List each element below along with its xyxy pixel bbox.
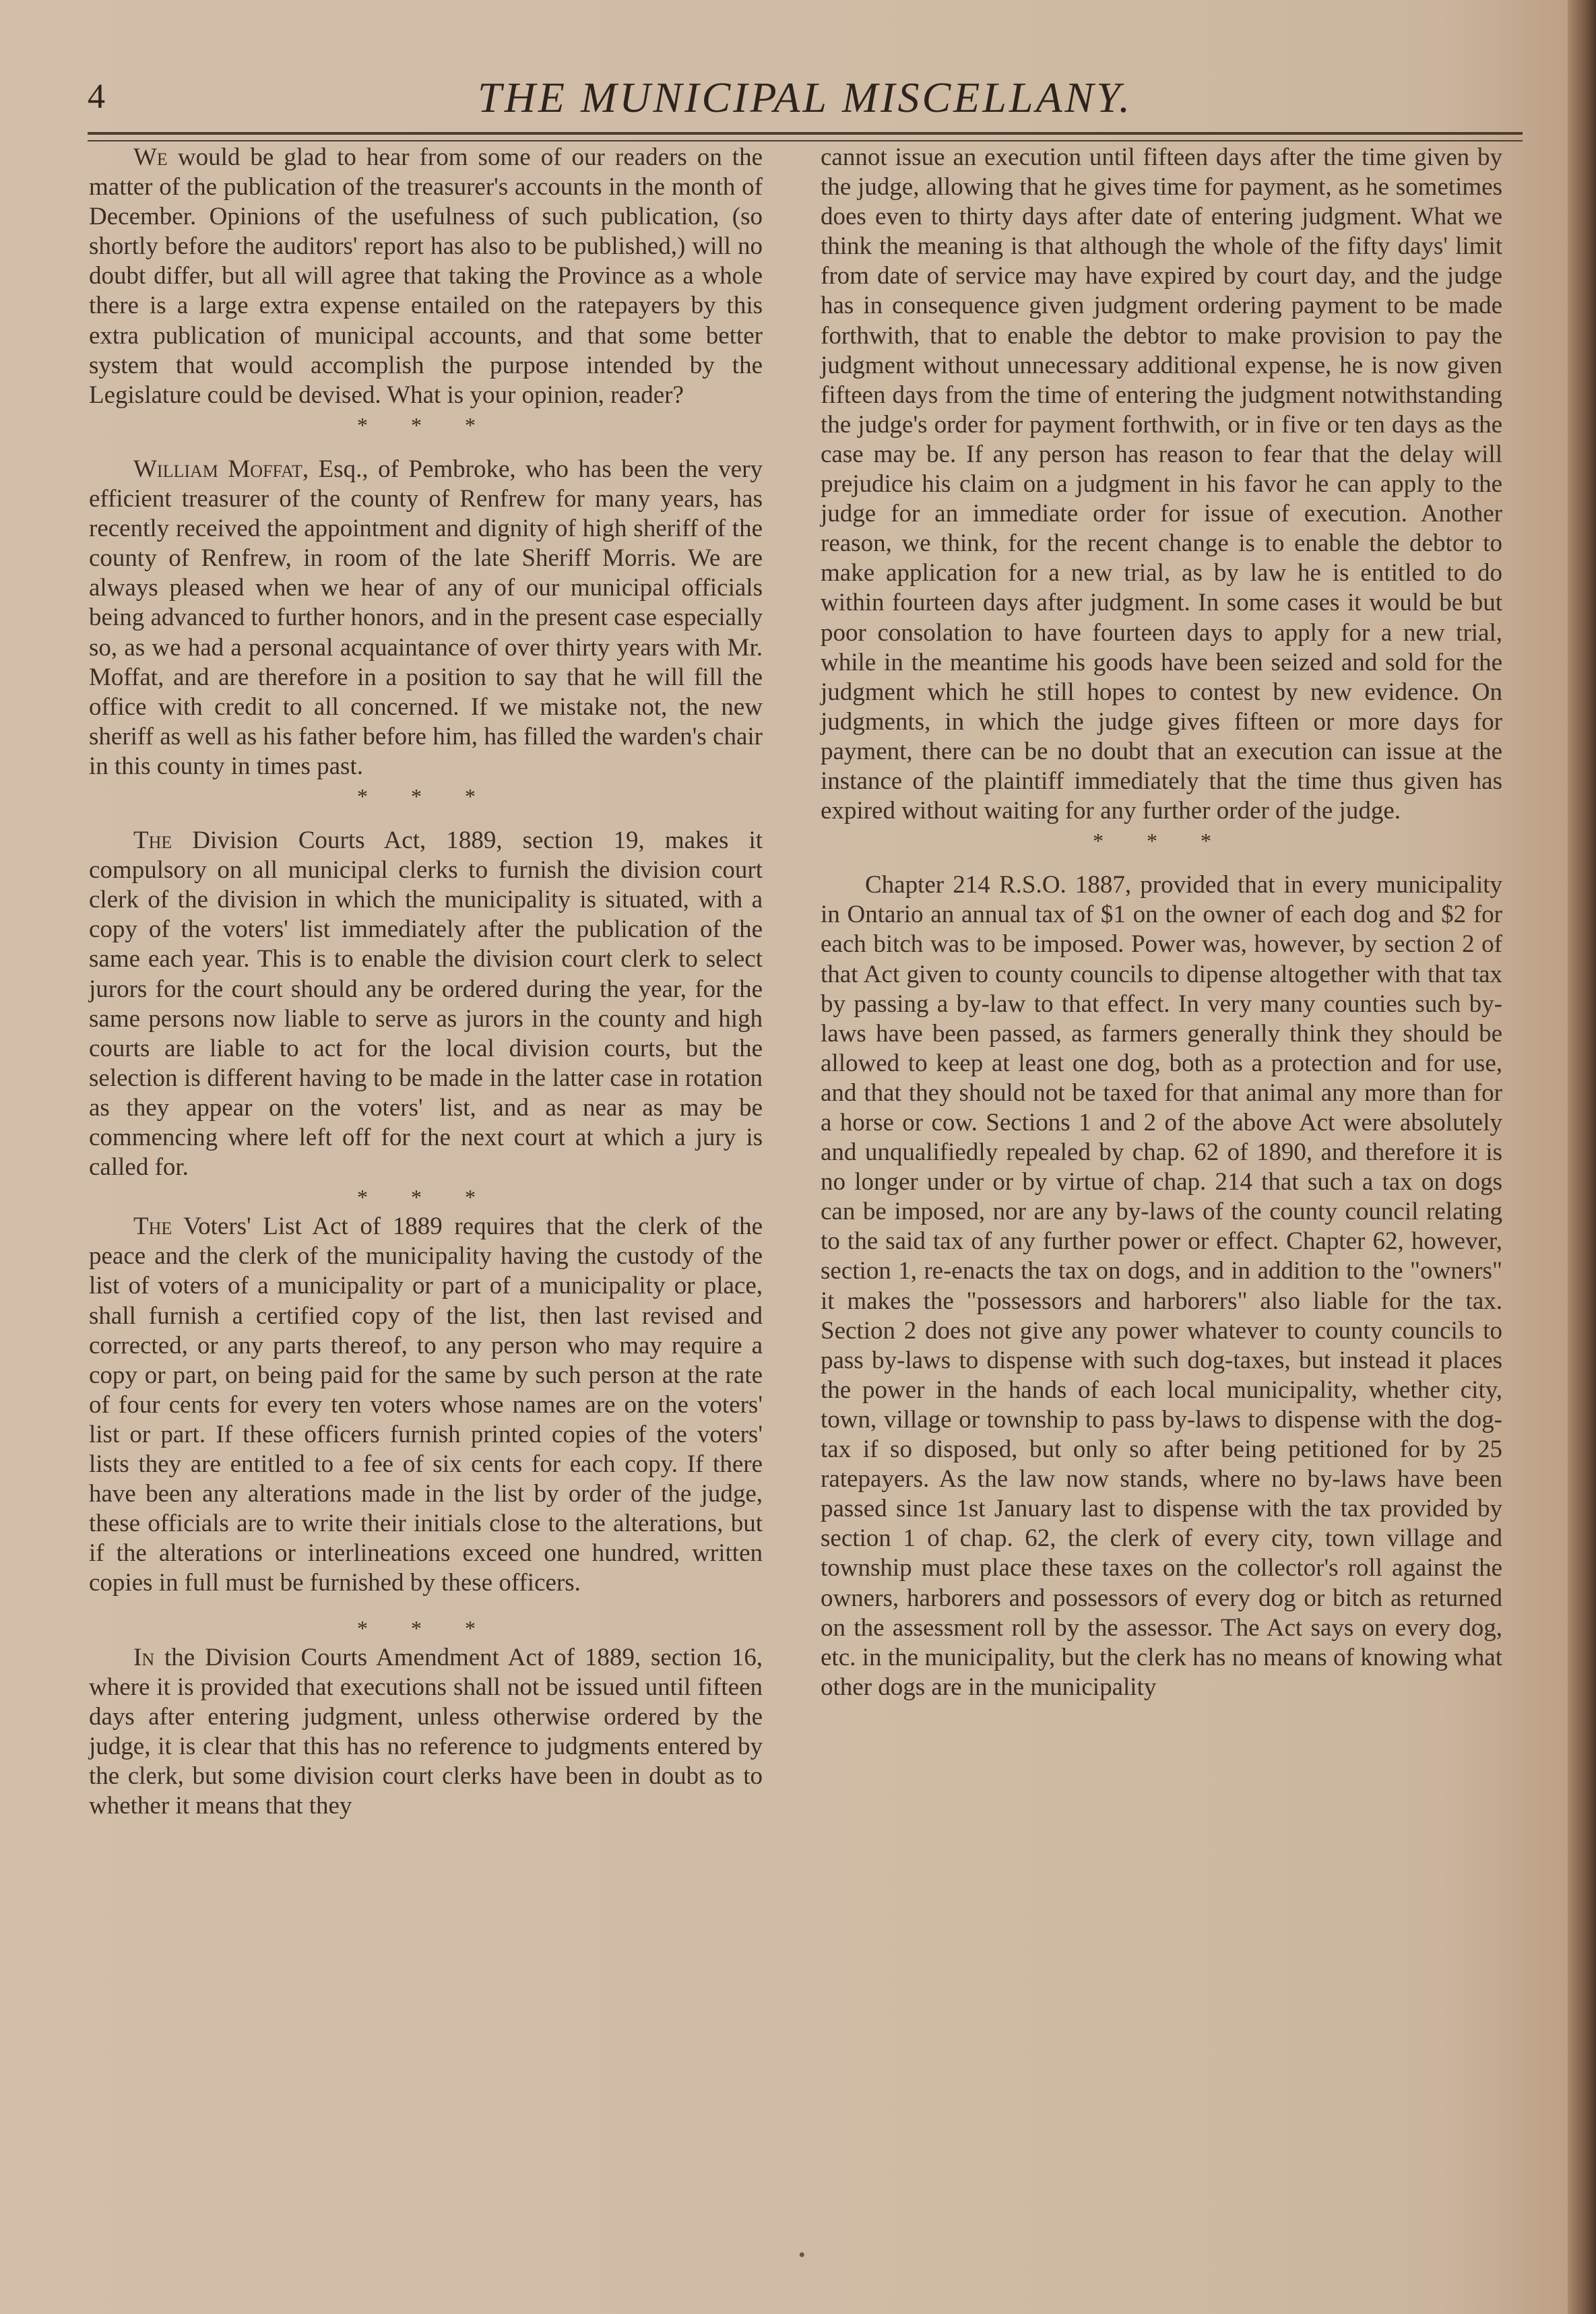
section-separator: * * *: [357, 412, 494, 437]
page-header: [88, 73, 1523, 127]
lead-words: We: [133, 143, 168, 171]
article-treasurer-accounts: [89, 143, 763, 410]
page-number: 4: [88, 77, 105, 116]
printer-mark: •: [798, 2244, 806, 2266]
header-rule-thick: [88, 132, 1523, 135]
section-separator: * * *: [357, 1615, 494, 1640]
article-body: Voters' List Act of 1889 requires that the clerk of the peace and the clerk of the municipality having the custody of the list of voters of a municipality or part of a municipality or place, shall furnish a certified copy of the list, then last revised and corrected, or any parts thereof, to any person who may require a copy or part, on being paid for the same by such person at the rate of four cents for every ten voters whose names are on the voters' list or part. If these officers furnish printed copies of the voters' lists they are entitled to a fee of six cents for each copy. If there have been any alterations made in the list by order of the judge, these officials are to write their initials close to the alterations, but if the alterations or interlineations exceed one hundred, written copies in full must be furnished by these officers.: [89, 1213, 763, 1597]
left-column: [89, 143, 763, 1821]
article-executions-continued: cannot issue an execution until fifteen days after the time given by the judge, allowing that he gives time for payment, as he sometimes does even to thirty days after date of entering judgment. What we think the meaning is that although the whole of the fifty days' limit from date of service may have expired by court day, and the judge has in consequence given judgment ordering payment to be made forthwith, that to enable the debtor to make provision to pay the judgment without unnecessary additional expense, he is now given fifteen days from the time of entering the judgment notwithstanding the judge's order for payment forthwith, or in five or ten days as the case may be. If any person has reason to fear that the delay will prejudice his claim on a judgment in his favor he can apply to the judge for an immediate order for issue of execution. Another reason, we think, for the recent change is to enable the debtor to make application for a new trial, as by law he is entitled to do within fourteen days after judgment. In some cases it would be but poor consolation to have fourteen days to apply for a new trial, while in the meantime his goods have been seized and sold for the judgment which he still hopes to contest by new evidence. On judgments, in which the judge gives fifteen or more days for payment, there can be no doubt that an execution can issue at the instance of the plaintiff immediately that the time thus given has expired without waiting for any further order of the judge.: [821, 143, 1502, 825]
running-title: THE MUNICIPAL MISCELLANY.: [478, 73, 1132, 121]
header-rule-thin: [88, 140, 1523, 141]
article-dog-tax: Chapter 214 R.S.O. 1887, provided that in every municipality in Ontario an annual tax of $1 on the owner of each dog and $2 for each bitch was to be imposed. Power was, however, by section 2 of that Act given to county councils to dipense altogether with that tax by passing a by-law to that effect. In very many counties such by-laws have been passed, as farmers generally think they should be allowed to keep at least one dog, both as a protection and for use, and that they should not be taxed for that animal any more than for a horse or cow. Sections 1 and 2 of the above Act were absolutely and unqualifiedly repealed by chap. 62 of 1890, and therefore it is no longer under or by virtue of chap. 214 that such a tax on dogs can be imposed, nor are any by-laws of the county council relating to the said tax of any further power or effect. Chapter 62, however, section 1, re-enacts the tax on dogs, and in addition to the "owners" it makes the "possessors and harborers" also liable for the tax. Section 2 does not give any power whatever to county councils to pass by-laws to dispense with such dog-taxes, but instead it places the power in the hands of each local municipality, whether city, town, village or township to pass by-laws to dispense with the dog-tax if so disposed, but only so after being petitioned for by 25 ratepayers. As the law now stands, where no by-laws have been passed since 1st January last to dispense with the tax provided by section 1 of chap. 62, the clerk of every city, town village and township must place these taxes on the collector's roll against the owners, harborers and possessors of every dog or bitch as returned on the assessment roll by the assessor. The Act says on every dog, etc. in the municipality, but the clerk has no means of knowing what other dogs are in the municipality: [821, 871, 1502, 1701]
lead-words: William Moffat,: [133, 455, 309, 483]
lead-words: The: [133, 1213, 172, 1241]
article-division-courts: [89, 826, 763, 1182]
section-separator: * * *: [357, 1185, 494, 1210]
lead-words: In: [133, 1643, 155, 1671]
article-body: Division Courts Act, 1889, section 19, makes it compulsory on all municipal clerks to furnish the division court clerk of the division in which the municipality is situated, with a copy of the voters' list immediately after the publication of the same each year. This is to enable the division court clerk to select jurors for the court should any be ordered during the year, for the same persons now liable to serve as jurors in the county and high courts are liable to act for the local division courts, but the selection is different having to be made in the latter case in rotation as they appear on the voters' list, and as near as may be commencing where left off for the next court at which a jury is called for.: [89, 827, 763, 1182]
article-body: Esq., of Pembroke, who has been the very efficient treasurer of the county of Renfrew for many years, has recently received the appointment and dignity of high sheriff of the county of Renfrew, in room of the late Sheriff Morris. We are always pleased when we hear of any of our municipal officials being advanced to further honors, and in the present case especially so, as we had a personal acquaintance of over thirty years with Mr. Moffat, and are therefore in a position to say that he will fill the office with credit to all concerned. If we mistake not, the new sheriff as well as his father before him, has filled the warden's chair in this county in times past.: [89, 455, 763, 780]
section-separator: * * *: [1093, 829, 1230, 854]
right-column: [821, 143, 1502, 1702]
article-executions: [89, 1643, 763, 1822]
page-edge: [1568, 0, 1596, 2314]
lead-words: The: [133, 827, 172, 855]
article-sheriff-moffat: [89, 455, 763, 781]
article-body: would be glad to hear from some of our readers on the matter of the publication of the treasurer's accounts in the month of December. Opinions of the usefulness of such publication, (so shortly before the auditors' report has also to be published,) will no doubt differ, but all will agree that taking the Province as a whole there is a large extra expense entailed on the ratepayers by this extra publication of municipal accounts, and that some better system that would accomplish the purpose intended by the Legislature could be devised. What is your opinion, reader?: [89, 143, 763, 409]
article-voters-list: [89, 1212, 763, 1598]
article-body: the Division Courts Amendment Act of 1889, section 16, where it is provided that executions shall not be issued until fifteen days after entering judgment, unless otherwise ordered by the judge, it is clear that this has no reference to judgments entered by the clerk, but some division court clerks have been in doubt as to whether it means that they: [89, 1643, 763, 1820]
section-separator: * * *: [357, 783, 494, 808]
